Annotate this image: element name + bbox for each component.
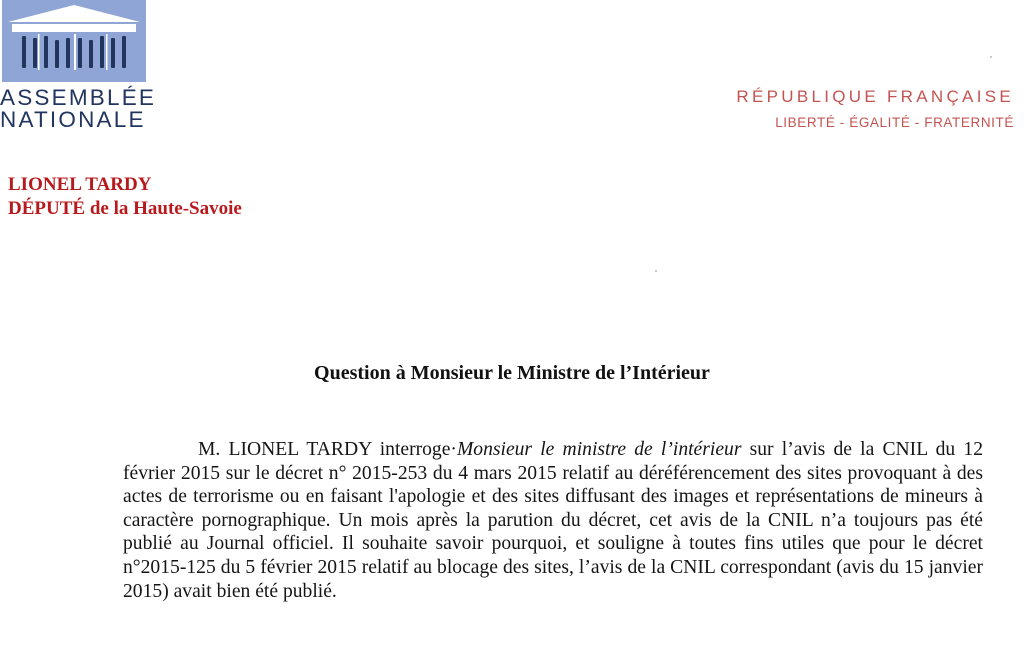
logo-line-assemblee: ASSEMBLÉE [0,85,157,110]
question-body [123,438,983,603]
scan-speck [990,56,992,58]
assemblee-nationale-logo-icon [2,0,146,82]
republique-francaise-text: RÉPUBLIQUE FRANÇAISE [736,87,1014,106]
deputy-block [8,173,242,221]
assemblee-nationale-logo [0,0,157,134]
scan-speck [655,270,657,272]
question-body-addressee: Monsieur le ministre de l’intérieur [456,439,742,460]
republic-header [736,86,1014,132]
question-body-rest: sur l’avis de la CNIL du 12 février 2015 sur le décret n° 2015-253 du 4 mars 2015 relatif au déréférencement des sites provoquant à des actes de terrorisme ou en faisant l'apologie et des sites diffusant des images et représentations de mineurs à caractère pornographique. Un mois après la parution du décret, cet avis de la CNIL n’a toujours pas été publié au Journal officiel. Il souhaite savoir pourquoi, et souligne à toutes fins utiles que pour le décret n°2015-125 du 5 février 2015 relatif au blocage des sites, l’avis de la CNIL correspondant (avis du 15 janvier 2015) avait bien été publié. [123,439,983,602]
question-title: Question à Monsieur le Ministre de l’Intérieur [314,362,710,384]
body-dot: · [450,439,457,460]
question-body-start: M. LIONEL TARDY interroge [198,439,451,460]
deputy-name: LIONEL TARDY [8,174,152,195]
motto-text: LIBERTÉ - ÉGALITÉ - FRATERNITÉ [775,115,1014,130]
logo-line-nationale: NATIONALE [0,107,146,132]
deputy-title: DÉPUTÉ de la Haute-Savoie [8,198,242,219]
